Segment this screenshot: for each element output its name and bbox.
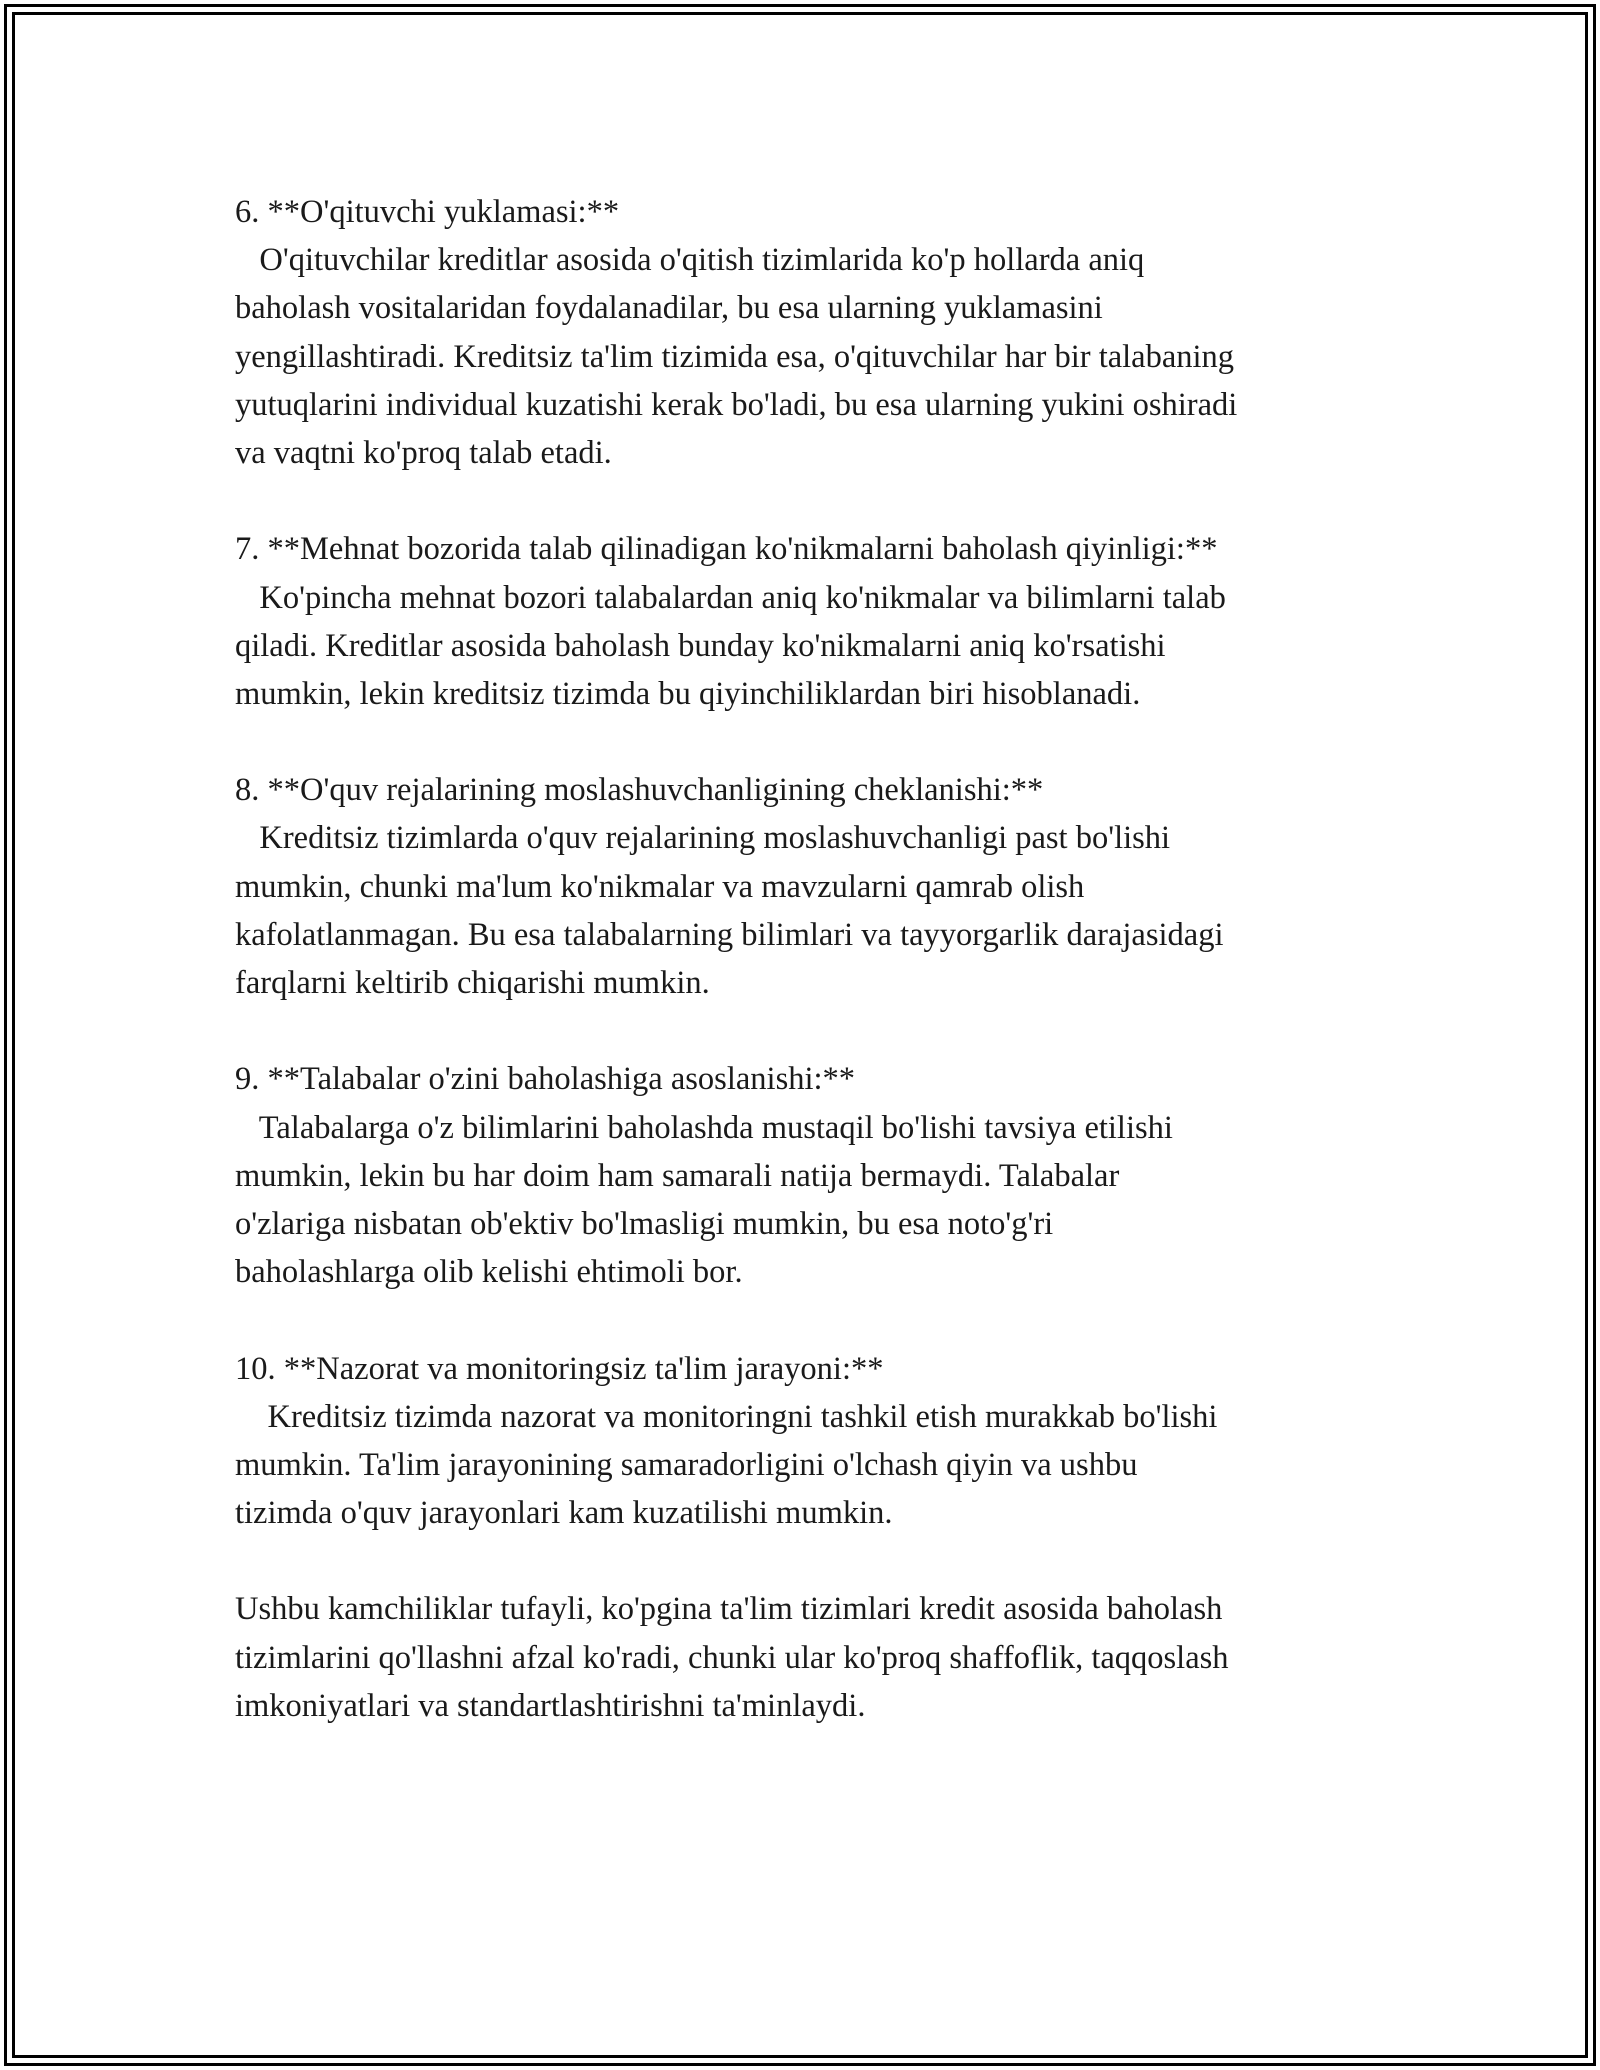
paragraph-line: Kreditsiz tizimlarda o'quv rejalarining moslashuvchanligi past bo'lishi	[235, 820, 1171, 857]
paragraph-line: mumkin, lekin kreditsiz tizimda bu qiyinchiliklardan biri hisoblanadi.	[235, 675, 1141, 712]
paragraph-line: tizimda o'quv jarayonlari kam kuzatilishi mumkin.	[235, 1495, 893, 1532]
section-8	[235, 766, 1415, 1007]
conclusion-paragraph	[235, 1585, 1415, 1730]
paragraph-line: O'qituvchilar kreditlar asosida o'qitish tizimlarida ko'p hollarda aniq	[235, 242, 1145, 279]
paragraph-line: Ko'pincha mehnat bozori talabalardan aniq ko'nikmalar va bilimlarni talab	[235, 579, 1226, 616]
paragraph-line: yutuqlarini individual kuzatishi kerak bo'ladi, bu esa ularning yukini oshiradi	[235, 386, 1238, 423]
section-heading: 9. **Talabalar o'zini baholashiga asoslanishi:**	[235, 1061, 856, 1098]
paragraph-line: yengillashtiradi. Kreditsiz ta'lim tizimida esa, o'qituvchilar har bir talabaning	[235, 338, 1235, 375]
paragraph-line: mumkin. Ta'lim jarayonining samaradorligini o'lchash qiyin va ushbu	[235, 1446, 1138, 1483]
document-body	[235, 188, 1415, 1730]
section-heading: 8. **O'quv rejalarining moslashuvchanligining cheklanishi:**	[235, 772, 1044, 809]
paragraph-line: tizimlarini qo'llashni afzal ko'radi, chunki ular ko'proq shaffoflik, taqqoslash	[235, 1639, 1229, 1676]
paragraph-line: kafolatlanmagan. Bu esa talabalarning bilimlari va tayyorgarlik darajasidagi	[235, 916, 1224, 953]
paragraph-line: baholash vositalaridan foydalanadilar, bu esa ularning yuklamasini	[235, 290, 1103, 327]
paragraph-line: farqlarni keltirib chiqarishi mumkin.	[235, 965, 710, 1001]
section-9	[235, 1055, 1415, 1296]
paragraph-gap	[235, 1007, 1415, 1055]
paragraph-line: Kreditsiz tizimda nazorat va monitoringni tashkil etish murakkab bo'lishi	[235, 1398, 1218, 1435]
paragraph-gap	[235, 477, 1415, 525]
paragraph-line: baholashlarga olib kelishi ehtimoli bor.	[235, 1254, 743, 1291]
paragraph-line: va vaqtni ko'proq talab etadi.	[235, 434, 612, 471]
paragraph-gap	[235, 1537, 1415, 1585]
paragraph-line: Ushbu kamchiliklar tufayli, ko'pgina ta'lim tizimlari kredit asosida baholash	[235, 1591, 1223, 1628]
section-6	[235, 188, 1415, 477]
section-heading: 6. **O'qituvchi yuklamasi:**	[235, 194, 620, 230]
paragraph-line: mumkin, chunki ma'lum ko'nikmalar va mavzularni qamrab olish	[235, 868, 1085, 905]
section-7	[235, 525, 1415, 718]
paragraph-line: imkoniyatlari va standartlashtirishni ta'minlaydi.	[235, 1687, 866, 1724]
section-10	[235, 1345, 1415, 1538]
paragraph-gap	[235, 1296, 1415, 1344]
section-heading: 7. **Mehnat bozorida talab qilinadigan ko'nikmalarni baholash qiyinligi:**	[235, 531, 1218, 568]
paragraph-line: qiladi. Kreditlar asosida baholash bunday ko'nikmalarni aniq ko'rsatishi	[235, 627, 1166, 664]
paragraph-line: mumkin, lekin bu har doim ham samarali natija bermaydi. Talabalar	[235, 1157, 1120, 1194]
paragraph-line: Talabalarga o'z bilimlarini baholashda mustaqil bo'lishi tavsiya etilishi	[235, 1109, 1173, 1146]
paragraph-gap	[235, 718, 1415, 766]
section-heading: 10. **Nazorat va monitoringsiz ta'lim jarayoni:**	[235, 1350, 884, 1387]
paragraph-line: o'zlariga nisbatan ob'ektiv bo'lmasligi mumkin, bu esa noto'g'ri	[235, 1205, 1054, 1242]
